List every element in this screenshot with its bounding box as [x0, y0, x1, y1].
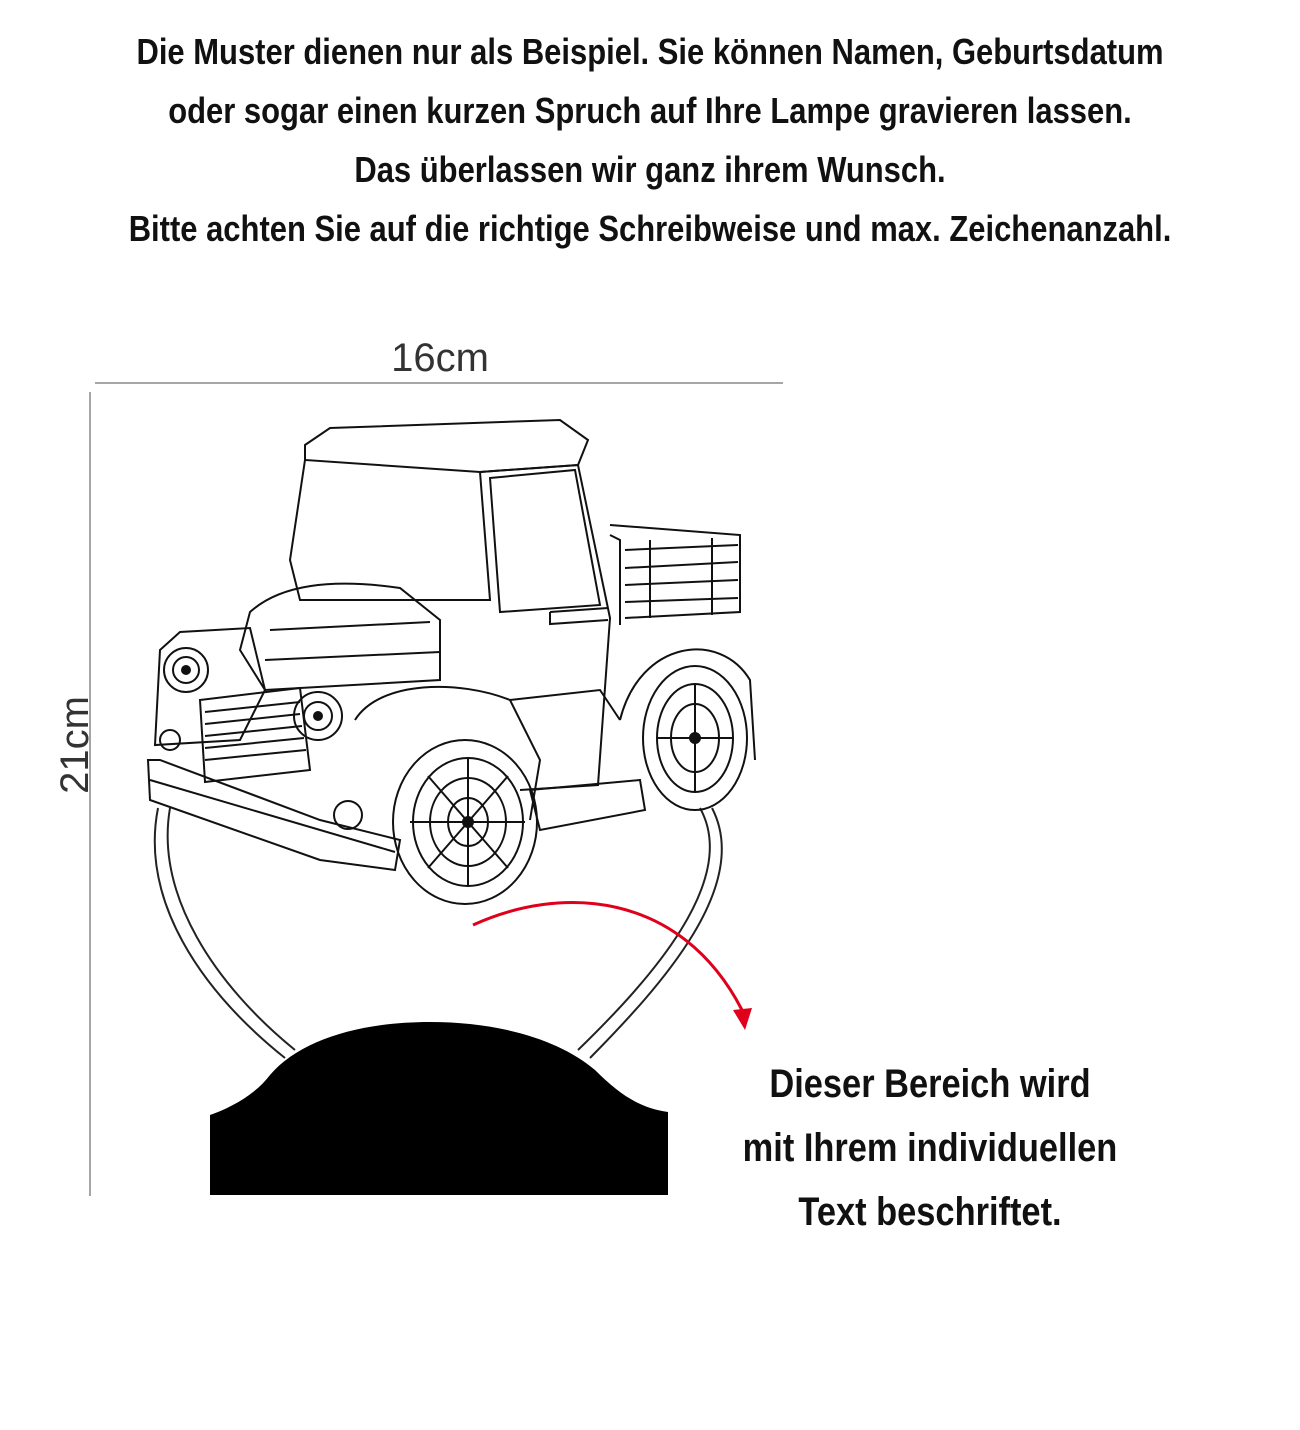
- truck-wheels-icon: [160, 648, 747, 904]
- callout-line-2: mit Ihrem individuellen: [742, 1126, 1118, 1170]
- width-label: 16cm: [391, 336, 489, 380]
- intro-line-1: Die Muster dienen nur als Beispiel. Sie können Namen, Geburtsdatum: [136, 31, 1164, 72]
- engraving-callout: [724, 1052, 1137, 1244]
- intro-line-3: Das überlassen wir ganz ihrem Wunsch.: [354, 149, 946, 190]
- height-label: 21cm: [53, 696, 97, 794]
- curved-arrow-icon: [473, 903, 752, 1030]
- intro-line-4: Bitte achten Sie auf die richtige Schreibweise und max. Zeichenanzahl.: [128, 208, 1172, 249]
- intro-line-2: oder sogar einen kurzen Spruch auf Ihre Lampe gravieren lassen.: [168, 90, 1132, 131]
- acrylic-plate-outline: [155, 808, 722, 1058]
- callout-line-3: Text beschriftet.: [798, 1190, 1062, 1234]
- callout-line-1: Dieser Bereich wird: [769, 1062, 1091, 1106]
